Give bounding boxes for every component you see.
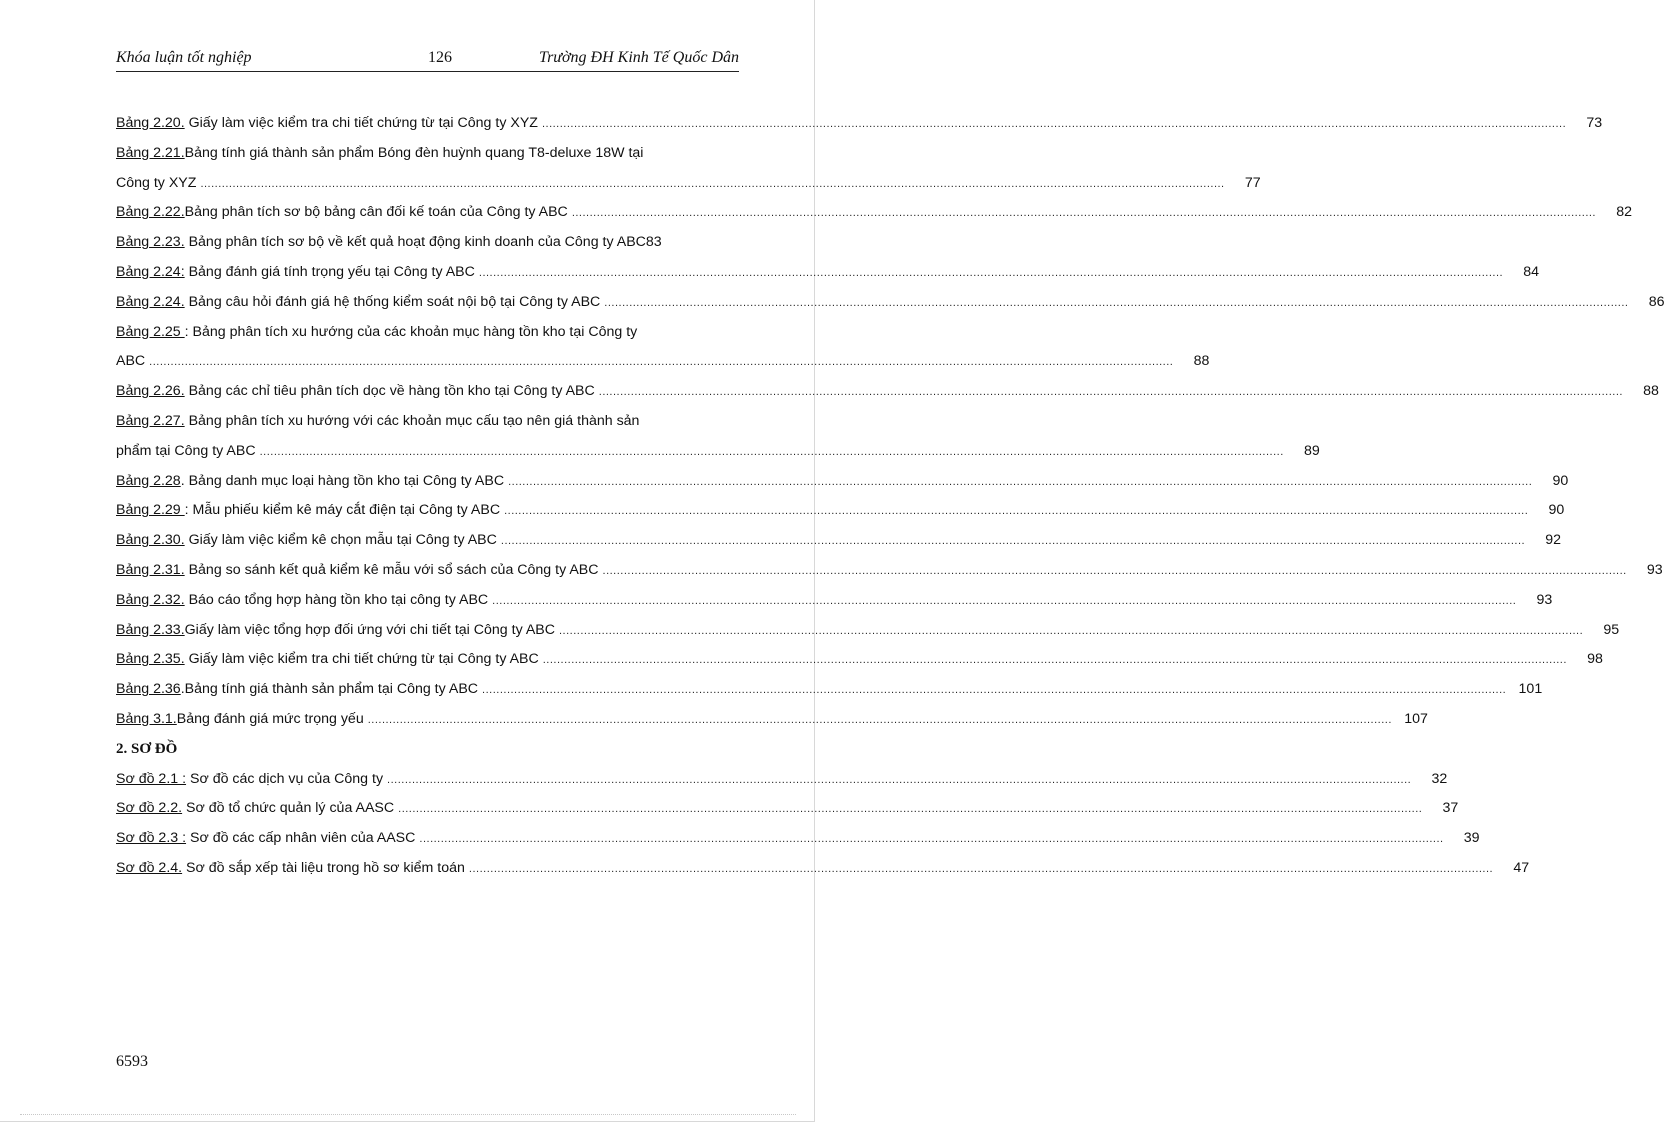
toc-entry-text: Giấy làm việc kiểm tra chi tiết chứng từ tại Công ty XYZ [184, 115, 538, 131]
toc-entry[interactable] [116, 288, 1664, 318]
toc-entry-text: Sơ đồ sắp xếp tài liệu trong hồ sơ kiểm toán [182, 859, 465, 876]
header-thesis-label: Khóa luận tốt nghiệp [116, 49, 252, 66]
toc-entry[interactable] [116, 586, 1553, 616]
toc-entry-ref[interactable]: Bảng 2.26. [116, 383, 185, 400]
toc-entry-text: Sơ đồ các dịch vụ của Công ty [186, 770, 384, 787]
leader-dots [482, 675, 1506, 706]
toc-entry-text: Giấy làm việc kiểm kê chọn mẫu tại Công ty ABC [184, 532, 497, 549]
toc-entry[interactable] [116, 645, 1603, 675]
toc-entry-continuation [116, 437, 1320, 467]
toc-entry[interactable] [116, 526, 1562, 556]
toc-entry-continuation [116, 347, 1210, 377]
toc-entry-page: 47 [1513, 859, 1530, 876]
toc-entry[interactable] [116, 765, 1448, 795]
toc-entry-ref[interactable]: Sơ đồ 2.1 : [116, 770, 187, 787]
toc-entry-page: 86 [1648, 293, 1664, 310]
leader-dots [559, 616, 1583, 647]
toc-entry-ref[interactable]: Bảng 2.33. [116, 621, 185, 638]
page-header [116, 47, 739, 72]
toc-entry[interactable] [116, 109, 1603, 139]
toc-entry-cont-text: Công ty XYZ [116, 174, 197, 191]
leader-dots [501, 526, 1525, 557]
toc-entry-text: Báo cáo tổng hợp hàng tồn kho tại công ty ABC [184, 591, 489, 608]
leader-dots [260, 437, 1284, 468]
toc-entry-ref[interactable]: Bảng 2.36 [116, 681, 181, 698]
toc-entry-ref[interactable]: Bảng 3.1. [116, 710, 177, 727]
leader-dots [200, 169, 1224, 200]
header-university: Trường ĐH Kinh Tế Quốc Dân [539, 49, 739, 66]
toc-entry-page: 77 [1244, 174, 1261, 191]
header-page-number: 126 [428, 49, 452, 66]
leader-dots [368, 705, 1392, 736]
toc-entry-ref[interactable]: Bảng 2.24. [116, 293, 185, 310]
toc-entry[interactable] [116, 616, 1620, 646]
toc-entry-page: 82 [1616, 204, 1632, 221]
toc-entry[interactable] [116, 377, 1659, 407]
toc-entry-ref[interactable]: Bảng 2.20. [116, 115, 185, 131]
toc-entry-page: 32 [1431, 770, 1448, 787]
toc-entry-ref[interactable]: Sơ đồ 2.2. [116, 800, 183, 817]
toc-entry-cont-text: ABC [116, 353, 146, 370]
toc-entry[interactable] [116, 407, 740, 437]
toc-entry-page: 93 [1536, 591, 1553, 608]
toc-entry[interactable] [116, 318, 740, 348]
toc-entry[interactable] [116, 139, 740, 169]
toc-entry-text: . Bảng danh mục loại hàng tồn kho tại Công ty ABC [180, 472, 505, 489]
toc-entry-cont-text: phẩm tại Công ty ABC [116, 442, 256, 459]
toc-entry-ref[interactable]: Bảng 2.31. [116, 561, 185, 578]
leader-dots [387, 765, 1411, 796]
leader-dots [599, 377, 1623, 408]
toc-entry-text: Bảng tính giá thành sản phẩm Bóng đèn huỳnh quang T8-deluxe 18W tại [184, 144, 644, 161]
toc-entry[interactable] [116, 675, 1543, 705]
toc-entry-page: 84 [1523, 263, 1540, 280]
toc-entry-page: 89 [1303, 442, 1320, 459]
leader-dots [469, 854, 1493, 885]
toc-entry-text: Sơ đồ các cấp nhân viên của AASC [186, 830, 416, 847]
toc-entry-page: 88 [1643, 383, 1659, 400]
leader-dots [149, 347, 1173, 378]
toc-entry-text: : Mẫu phiếu kiểm kê máy cắt điện tại Công ty ABC [184, 502, 501, 519]
toc-entry[interactable] [116, 705, 1428, 735]
leader-dots [572, 198, 1596, 229]
toc-entry[interactable] [116, 198, 1632, 228]
toc-entry-ref[interactable]: Bảng 2.35. [116, 651, 185, 668]
toc-entry-ref[interactable]: Bảng 2.28 [116, 472, 181, 489]
toc-entry-text: Bảng phân tích sơ bộ về kết quả hoạt động kinh doanh của Công ty ABC [184, 234, 646, 251]
leader-dots [504, 496, 1528, 527]
toc-entry-text: Giấy làm việc tổng hợp đối ứng với chi tiết tại Công ty ABC [184, 621, 555, 638]
toc-entry[interactable] [116, 794, 1459, 824]
page-bottom-divider [20, 1114, 796, 1116]
leader-dots [604, 288, 1628, 319]
toc-entry-continuation [116, 169, 1261, 199]
leader-dots [419, 824, 1443, 855]
toc-entry-ref[interactable]: Bảng 2.24: [116, 263, 185, 280]
toc-entry-ref[interactable]: Bảng 2.22. [116, 204, 185, 221]
toc-entry-ref[interactable]: Bảng 2.27. [116, 412, 185, 429]
toc-entry-page: 98 [1587, 651, 1603, 668]
toc-entry-ref[interactable]: Sơ đồ 2.3 : [116, 830, 187, 847]
footer-document-code: 6593 [116, 1053, 148, 1070]
leader-dots [508, 467, 1532, 498]
toc-entry-page: 92 [1545, 532, 1562, 549]
toc-entry-text: Bảng đánh giá mức trọng yếu [176, 710, 364, 727]
toc-entry-ref[interactable]: Bảng 2.30. [116, 532, 185, 549]
toc-entry-text: Bảng phân tích xu hướng với các khoản mục cấu tạo nên giá thành sản [184, 412, 640, 429]
toc-entry-page: 93 [1646, 561, 1663, 578]
toc-entry-text: .Bảng tính giá thành sản phẩm tại Công ty ABC [180, 681, 479, 698]
toc-entry[interactable] [116, 824, 1480, 854]
toc-entry-text: Sơ đồ tổ chức quản lý của AASC [182, 800, 395, 817]
leader-dots [479, 258, 1503, 289]
toc-entry-text: Bảng câu hỏi đánh giá hệ thống kiểm soát nội bộ tại Công ty ABC [184, 293, 601, 310]
toc-entry-text: Bảng đánh giá tính trọng yếu tại Công ty ABC [184, 263, 475, 280]
toc-entry-ref[interactable]: Bảng 2.21. [116, 144, 185, 161]
toc-entry[interactable] [116, 467, 1569, 497]
leader-dots [542, 109, 1566, 140]
toc-entry-ref[interactable]: Bảng 2.23. [116, 234, 185, 251]
section-heading-diagrams: 2. SƠ ĐỒ [116, 740, 178, 757]
toc-entry-page: 83 [645, 234, 662, 251]
toc-entry-ref[interactable]: Bảng 2.25 [116, 323, 185, 340]
toc-entry-ref[interactable]: Bảng 2.29 [116, 502, 185, 519]
toc-entry[interactable] [116, 854, 1530, 884]
toc-entry-text: Bảng so sánh kết quả kiểm kê mẫu với sổ sách của Công ty ABC [184, 561, 599, 578]
leader-dots [492, 586, 1516, 617]
toc-entry[interactable] [116, 556, 1663, 586]
toc-entry-page: 73 [1586, 115, 1603, 131]
toc-entry[interactable] [116, 258, 1540, 288]
toc-entry-page: 107 [1404, 710, 1428, 727]
toc-entry-page: 90 [1548, 502, 1565, 519]
toc-entry-page: 95 [1603, 621, 1620, 638]
toc-entry-text: Bảng các chỉ tiêu phân tích dọc về hàng tồn kho tại Công ty ABC [184, 383, 595, 400]
leader-dots [398, 794, 1422, 825]
toc-entry-ref[interactable]: Bảng 2.32. [116, 591, 185, 608]
toc-entry-page: 37 [1442, 800, 1459, 817]
toc-entry[interactable] [116, 228, 740, 258]
toc-entry-page: 101 [1518, 681, 1543, 698]
toc-entry-page: 90 [1552, 472, 1569, 489]
toc-entry[interactable] [116, 496, 1565, 526]
toc-entry-page: 88 [1193, 353, 1210, 370]
toc-entry-text: Giấy làm việc kiểm tra chi tiết chứng từ tại Công ty ABC [184, 651, 539, 668]
toc-entry-text: Bảng phân tích sơ bộ bảng cân đối kế toán của Công ty ABC [184, 204, 568, 221]
table-of-contents [116, 109, 1664, 884]
toc-entry-text: : Bảng phân tích xu hướng của các khoản mục hàng tồn kho tại Công ty [184, 323, 638, 340]
toc-entry-page: 39 [1463, 830, 1480, 847]
leader-dots [603, 556, 1627, 587]
toc-entry-ref[interactable]: Sơ đồ 2.4. [116, 859, 183, 876]
leader-dots [543, 645, 1567, 676]
